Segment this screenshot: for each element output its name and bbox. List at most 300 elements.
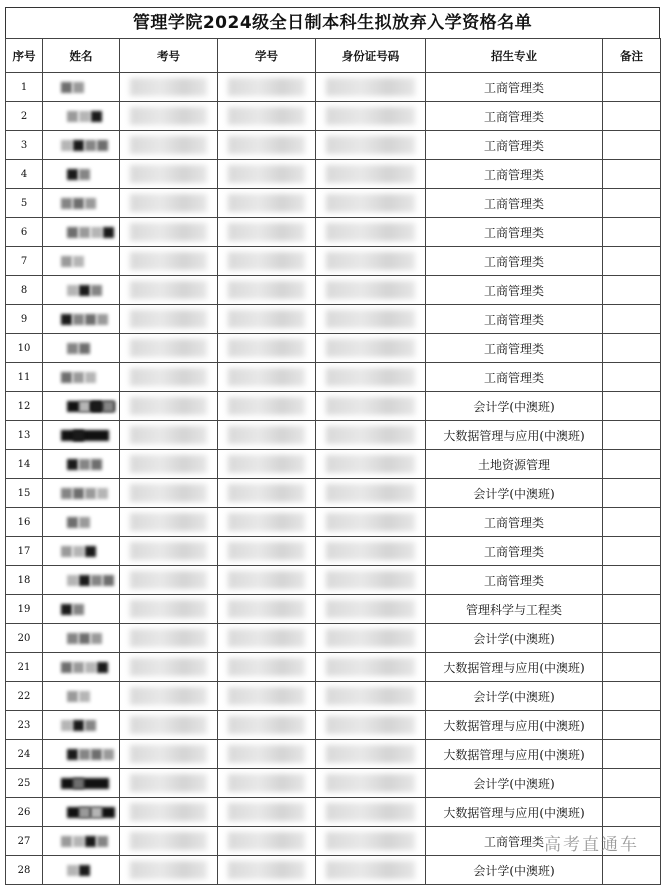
- redacted-exam-number: [120, 711, 218, 740]
- row-remarks: [603, 276, 661, 305]
- blur-mask: [228, 687, 305, 705]
- redacted-student-id: [218, 479, 316, 508]
- table-row: [6, 682, 661, 711]
- redaction-block: [61, 488, 72, 499]
- redaction-block: [85, 372, 96, 383]
- redacted-exam-number: [120, 827, 218, 856]
- blur-mask: [326, 455, 415, 473]
- redacted-name: [43, 363, 120, 392]
- row-remarks: [603, 595, 661, 624]
- row-seq: 3: [6, 131, 43, 160]
- row-major: 大数据管理与应用(中澳班): [426, 711, 603, 740]
- row-remarks: [603, 421, 661, 450]
- redaction-block: [97, 314, 108, 325]
- redacted-name: [43, 218, 120, 247]
- redaction-block: [79, 111, 90, 122]
- redaction-block: [67, 285, 78, 296]
- col-header-remarks: 备注: [603, 39, 661, 73]
- row-seq: 13: [6, 421, 43, 450]
- row-seq: 5: [6, 189, 43, 218]
- redacted-id-card: [316, 682, 426, 711]
- row-remarks: [603, 682, 661, 711]
- row-seq: 21: [6, 653, 43, 682]
- blur-mask: [228, 194, 305, 212]
- blur-mask: [130, 774, 207, 792]
- redacted-student-id: [218, 856, 316, 885]
- blur-mask: [326, 832, 415, 850]
- redaction-block: [79, 807, 90, 818]
- blur-mask: [326, 252, 415, 270]
- row-seq: 1: [6, 73, 43, 102]
- table-row: [6, 160, 661, 189]
- redacted-student-id: [218, 334, 316, 363]
- blur-mask: [130, 194, 207, 212]
- redacted-id-card: [316, 218, 426, 247]
- blur-mask: [228, 107, 305, 125]
- blur-mask: [326, 861, 415, 879]
- redacted-name: [43, 682, 120, 711]
- redacted-exam-number: [120, 508, 218, 537]
- redacted-id-card: [316, 711, 426, 740]
- student-table: [5, 38, 661, 885]
- redaction-block: [85, 140, 96, 151]
- redacted-name: [43, 392, 120, 421]
- blur-mask: [326, 165, 415, 183]
- redaction-block: [97, 140, 108, 151]
- blur-mask: [326, 658, 415, 676]
- redacted-name: [43, 131, 120, 160]
- redaction-block: [97, 488, 108, 499]
- redacted-exam-number: [120, 421, 218, 450]
- row-seq: 10: [6, 334, 43, 363]
- redacted-exam-number: [120, 218, 218, 247]
- redaction-block: [73, 140, 84, 151]
- blur-mask: [228, 484, 305, 502]
- redacted-id-card: [316, 827, 426, 856]
- redacted-id-card: [316, 479, 426, 508]
- blur-mask: [326, 803, 415, 821]
- table-row: [6, 392, 661, 421]
- redaction-block: [61, 198, 72, 209]
- redacted-exam-number: [120, 595, 218, 624]
- redacted-id-card: [316, 392, 426, 421]
- redacted-exam-number: [120, 247, 218, 276]
- redaction-block: [73, 720, 84, 731]
- redaction-block: [79, 285, 90, 296]
- redacted-exam-number: [120, 305, 218, 334]
- redaction-block: [85, 314, 96, 325]
- redaction-block: [79, 575, 90, 586]
- row-seq: 16: [6, 508, 43, 537]
- blur-mask: [326, 745, 415, 763]
- redaction-block: [103, 575, 114, 586]
- redaction-block: [67, 517, 78, 528]
- redacted-name: [43, 537, 120, 566]
- table-row: [6, 276, 661, 305]
- row-seq: 6: [6, 218, 43, 247]
- row-major: 工商管理类: [426, 218, 603, 247]
- row-remarks: [603, 856, 661, 885]
- col-header-name: 姓名: [43, 39, 120, 73]
- header-row: [6, 39, 661, 73]
- blur-mask: [228, 542, 305, 560]
- row-major: 会计学(中澳班): [426, 856, 603, 885]
- redaction-block: [61, 546, 72, 557]
- redacted-exam-number: [120, 276, 218, 305]
- redacted-name: [43, 798, 120, 827]
- redaction-block: [61, 140, 72, 151]
- redacted-id-card: [316, 421, 426, 450]
- redacted-exam-number: [120, 798, 218, 827]
- blur-mask: [326, 78, 415, 96]
- row-major: 工商管理类: [426, 827, 603, 856]
- row-major: 管理科学与工程类: [426, 595, 603, 624]
- blur-mask: [130, 513, 207, 531]
- redacted-student-id: [218, 769, 316, 798]
- redaction-block: [73, 604, 84, 615]
- blur-mask: [326, 513, 415, 531]
- row-seq: 9: [6, 305, 43, 334]
- blur-mask: [130, 600, 207, 618]
- redacted-name: [43, 160, 120, 189]
- row-seq: 17: [6, 537, 43, 566]
- blur-mask: [228, 658, 305, 676]
- row-major: 工商管理类: [426, 160, 603, 189]
- redacted-student-id: [218, 508, 316, 537]
- redaction-block: [91, 401, 102, 412]
- redacted-exam-number: [120, 624, 218, 653]
- redacted-name: [43, 827, 120, 856]
- row-major: 工商管理类: [426, 334, 603, 363]
- redacted-student-id: [218, 102, 316, 131]
- blur-mask: [228, 368, 305, 386]
- row-remarks: [603, 450, 661, 479]
- redacted-exam-number: [120, 682, 218, 711]
- blur-mask: [130, 368, 207, 386]
- blur-mask: [326, 484, 415, 502]
- redacted-id-card: [316, 276, 426, 305]
- blur-mask: [228, 629, 305, 647]
- blur-mask: [228, 136, 305, 154]
- row-remarks: [603, 537, 661, 566]
- row-remarks: [603, 711, 661, 740]
- watermark-text: 高考直通车: [544, 835, 639, 855]
- redaction-block: [85, 488, 96, 499]
- redacted-id-card: [316, 769, 426, 798]
- redacted-id-card: [316, 798, 426, 827]
- row-remarks: [603, 160, 661, 189]
- blur-mask: [228, 252, 305, 270]
- row-seq: 2: [6, 102, 43, 131]
- col-header-id-card: 身份证号码: [316, 39, 426, 73]
- row-remarks: [603, 566, 661, 595]
- table-row: [6, 566, 661, 595]
- redacted-id-card: [316, 131, 426, 160]
- row-seq: 12: [6, 392, 43, 421]
- row-remarks: [603, 653, 661, 682]
- blur-mask: [228, 165, 305, 183]
- blur-mask: [326, 629, 415, 647]
- redaction-block: [91, 285, 102, 296]
- blur-mask: [228, 716, 305, 734]
- redacted-id-card: [316, 856, 426, 885]
- blur-mask: [326, 571, 415, 589]
- redacted-student-id: [218, 682, 316, 711]
- blur-mask: [130, 397, 207, 415]
- redaction-block: [91, 459, 102, 470]
- blur-mask: [130, 78, 207, 96]
- row-seq: 7: [6, 247, 43, 276]
- blur-mask: [326, 397, 415, 415]
- redacted-id-card: [316, 595, 426, 624]
- redacted-id-card: [316, 624, 426, 653]
- blur-mask: [228, 426, 305, 444]
- col-header-major: 招生专业: [426, 39, 603, 73]
- table-row: [6, 73, 661, 102]
- redacted-name: [43, 189, 120, 218]
- redacted-name: [43, 102, 120, 131]
- blur-mask: [130, 426, 207, 444]
- redacted-id-card: [316, 189, 426, 218]
- redaction-block: [79, 401, 90, 412]
- row-remarks: [603, 305, 661, 334]
- blur-mask: [228, 310, 305, 328]
- redaction-block: [67, 111, 78, 122]
- table-row: [6, 856, 661, 885]
- row-major: 工商管理类: [426, 363, 603, 392]
- redaction-block: [103, 227, 114, 238]
- redacted-name: [43, 450, 120, 479]
- row-major: 工商管理类: [426, 305, 603, 334]
- row-major: 会计学(中澳班): [426, 769, 603, 798]
- table-row: [6, 537, 661, 566]
- redaction-block: [91, 807, 102, 818]
- row-major: 大数据管理与应用(中澳班): [426, 798, 603, 827]
- redacted-name: [43, 247, 120, 276]
- page-title: 管理学院2024级全日制本科生拟放弃入学资格名单: [5, 7, 660, 38]
- table-row: [6, 305, 661, 334]
- row-major: 大数据管理与应用(中澳班): [426, 740, 603, 769]
- row-remarks: [603, 102, 661, 131]
- table-row: [6, 334, 661, 363]
- redacted-name: [43, 711, 120, 740]
- redacted-exam-number: [120, 73, 218, 102]
- redaction-block: [73, 198, 84, 209]
- redacted-name: [43, 421, 120, 450]
- row-major: 工商管理类: [426, 247, 603, 276]
- redacted-exam-number: [120, 450, 218, 479]
- row-major: 会计学(中澳班): [426, 682, 603, 711]
- redacted-id-card: [316, 334, 426, 363]
- redacted-student-id: [218, 595, 316, 624]
- redaction-block: [73, 256, 84, 267]
- table-row: [6, 421, 661, 450]
- row-remarks: [603, 740, 661, 769]
- redaction-block: [73, 314, 84, 325]
- redaction-block: [79, 227, 90, 238]
- redaction-block: [79, 633, 90, 644]
- redacted-exam-number: [120, 189, 218, 218]
- redacted-id-card: [316, 740, 426, 769]
- row-major: 工商管理类: [426, 102, 603, 131]
- row-seq: 4: [6, 160, 43, 189]
- row-major: 工商管理类: [426, 508, 603, 537]
- table-row: [6, 131, 661, 160]
- row-remarks: [603, 624, 661, 653]
- col-header-student-id: 学号: [218, 39, 316, 73]
- table-row: [6, 508, 661, 537]
- table-row: [6, 798, 661, 827]
- row-seq: 8: [6, 276, 43, 305]
- redaction-block: [67, 575, 78, 586]
- redaction-block: [85, 836, 96, 847]
- redacted-student-id: [218, 131, 316, 160]
- redaction-block: [73, 430, 84, 441]
- redacted-exam-number: [120, 537, 218, 566]
- redaction-block: [67, 749, 78, 760]
- redacted-student-id: [218, 363, 316, 392]
- redaction-block: [73, 372, 84, 383]
- redaction-block: [73, 836, 84, 847]
- blur-mask: [130, 455, 207, 473]
- table-row: [6, 450, 661, 479]
- blur-mask: [130, 571, 207, 589]
- blur-mask: [326, 716, 415, 734]
- blur-mask: [228, 397, 305, 415]
- redaction-block: [73, 82, 84, 93]
- redacted-id-card: [316, 160, 426, 189]
- redacted-exam-number: [120, 653, 218, 682]
- table-row: [6, 363, 661, 392]
- row-remarks: [603, 131, 661, 160]
- redaction-block: [61, 604, 72, 615]
- row-major: 工商管理类: [426, 131, 603, 160]
- table-row: [6, 711, 661, 740]
- redacted-id-card: [316, 508, 426, 537]
- table-row: [6, 653, 661, 682]
- redaction-block: [103, 401, 114, 412]
- redacted-student-id: [218, 189, 316, 218]
- blur-mask: [326, 687, 415, 705]
- redaction-block: [73, 778, 84, 789]
- redacted-exam-number: [120, 740, 218, 769]
- redaction-block: [79, 865, 90, 876]
- redaction-block: [61, 836, 72, 847]
- redacted-name: [43, 276, 120, 305]
- redacted-student-id: [218, 305, 316, 334]
- redacted-exam-number: [120, 131, 218, 160]
- row-remarks: [603, 392, 661, 421]
- redacted-id-card: [316, 247, 426, 276]
- col-header-seq: 序号: [6, 39, 43, 73]
- blur-mask: [130, 281, 207, 299]
- redaction-block: [67, 227, 78, 238]
- redaction-block: [85, 198, 96, 209]
- row-remarks: [603, 73, 661, 102]
- redaction-block: [85, 662, 96, 673]
- redacted-id-card: [316, 305, 426, 334]
- row-seq: 24: [6, 740, 43, 769]
- table-row: [6, 595, 661, 624]
- blur-mask: [130, 832, 207, 850]
- redaction-block: [79, 169, 90, 180]
- table-row: [6, 102, 661, 131]
- redacted-student-id: [218, 160, 316, 189]
- redaction-block: [79, 459, 90, 470]
- blur-mask: [228, 281, 305, 299]
- redaction-block: [91, 633, 102, 644]
- redaction-block: [67, 459, 78, 470]
- blur-mask: [326, 542, 415, 560]
- redacted-student-id: [218, 798, 316, 827]
- redaction-block: [85, 546, 96, 557]
- row-seq: 19: [6, 595, 43, 624]
- redacted-exam-number: [120, 160, 218, 189]
- redacted-exam-number: [120, 856, 218, 885]
- blur-mask: [130, 223, 207, 241]
- row-seq: 18: [6, 566, 43, 595]
- blur-mask: [228, 513, 305, 531]
- redaction-block: [61, 662, 72, 673]
- redaction-block: [73, 662, 84, 673]
- redacted-exam-number: [120, 769, 218, 798]
- blur-mask: [228, 774, 305, 792]
- redacted-student-id: [218, 653, 316, 682]
- redaction-block: [67, 691, 78, 702]
- redaction-block: [91, 227, 102, 238]
- redaction-block: [61, 256, 72, 267]
- redacted-student-id: [218, 247, 316, 276]
- row-seq: 20: [6, 624, 43, 653]
- row-remarks: [603, 334, 661, 363]
- redacted-name: [43, 653, 120, 682]
- row-major: 工商管理类: [426, 276, 603, 305]
- row-major: 工商管理类: [426, 537, 603, 566]
- row-seq: 14: [6, 450, 43, 479]
- redacted-name: [43, 624, 120, 653]
- row-major: 工商管理类: [426, 189, 603, 218]
- row-major: 大数据管理与应用(中澳班): [426, 653, 603, 682]
- blur-mask: [326, 194, 415, 212]
- redacted-id-card: [316, 653, 426, 682]
- redaction-block: [97, 662, 108, 673]
- blur-mask: [228, 455, 305, 473]
- redaction-block: [91, 749, 102, 760]
- redaction-block: [79, 343, 90, 354]
- redacted-student-id: [218, 276, 316, 305]
- redacted-student-id: [218, 421, 316, 450]
- redacted-student-id: [218, 537, 316, 566]
- row-remarks: [603, 363, 661, 392]
- row-seq: 25: [6, 769, 43, 798]
- redacted-id-card: [316, 102, 426, 131]
- redaction-block: [85, 720, 96, 731]
- row-seq: 27: [6, 827, 43, 856]
- redacted-name: [43, 856, 120, 885]
- redacted-name: [43, 305, 120, 334]
- blur-mask: [326, 281, 415, 299]
- blur-mask: [130, 629, 207, 647]
- blur-mask: [228, 745, 305, 763]
- redaction-block: [61, 314, 72, 325]
- redaction-block: [61, 720, 72, 731]
- row-remarks: [603, 769, 661, 798]
- blur-mask: [228, 861, 305, 879]
- redacted-exam-number: [120, 334, 218, 363]
- redaction-block: [73, 546, 84, 557]
- blur-mask: [326, 600, 415, 618]
- row-remarks: [603, 247, 661, 276]
